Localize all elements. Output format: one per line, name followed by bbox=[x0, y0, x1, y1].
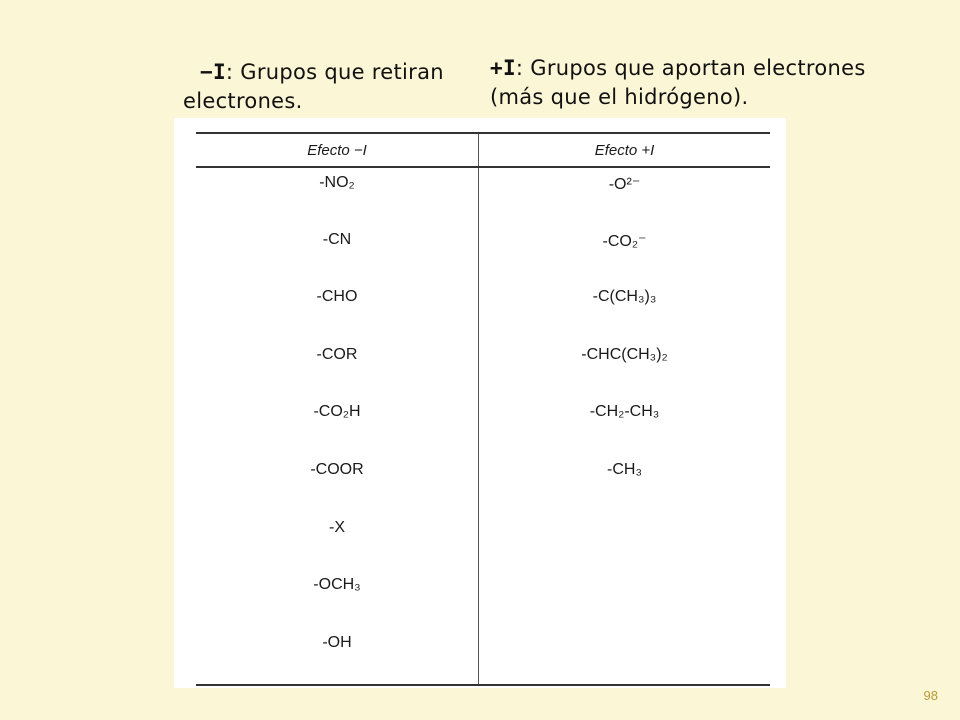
table-row bbox=[196, 225, 770, 283]
cell-plus-i: -O²⁻ bbox=[608, 176, 641, 193]
header-minus-i: Efecto −I bbox=[196, 133, 479, 167]
heading-withdrawing-groups bbox=[183, 58, 483, 116]
minus-i-symbol: −I bbox=[200, 60, 226, 84]
table-row bbox=[196, 282, 770, 340]
table-row bbox=[196, 167, 770, 225]
cell-minus-i: -CN bbox=[196, 225, 479, 283]
inductive-effects-table bbox=[196, 132, 770, 686]
cell-plus-i: -CHC(CH₃)₂ bbox=[581, 345, 668, 363]
table-header-row bbox=[196, 133, 770, 167]
cell-minus-i: -OCH₃ bbox=[196, 570, 479, 628]
table-row bbox=[196, 570, 770, 628]
effects-table-panel bbox=[174, 118, 786, 688]
cell-minus-i: -COOR bbox=[196, 455, 479, 513]
cell-plus-i bbox=[479, 570, 771, 628]
header-plus-i: Efecto +I bbox=[479, 133, 771, 167]
table-row bbox=[196, 397, 770, 455]
heading-right-line2: (más que el hidrógeno). bbox=[490, 85, 749, 109]
cell-minus-i: -NO₂ bbox=[196, 167, 479, 225]
cell-minus-i: -CO₂H bbox=[196, 397, 479, 455]
table-row bbox=[196, 455, 770, 513]
cell-plus-i: -CH₃ bbox=[607, 460, 642, 478]
cell-plus-i bbox=[479, 628, 771, 686]
table-row bbox=[196, 513, 770, 571]
cell-plus-i: -CH₂-CH₃ bbox=[589, 403, 660, 421]
heading-donating-groups bbox=[490, 54, 960, 112]
plus-i-symbol: +I bbox=[490, 56, 516, 80]
cell-plus-i: -C(CH₃)₃ bbox=[592, 288, 657, 306]
heading-left-line1: : Grupos que retiran bbox=[225, 60, 444, 84]
table-row bbox=[196, 628, 770, 686]
cell-minus-i: -CHO bbox=[196, 282, 479, 340]
cell-plus-i: -CO₂⁻ bbox=[602, 232, 647, 250]
table-row bbox=[196, 340, 770, 398]
cell-minus-i: -X bbox=[196, 513, 479, 571]
cell-plus-i bbox=[479, 513, 771, 571]
page-number: 98 bbox=[923, 688, 938, 703]
cell-minus-i: -COR bbox=[196, 340, 479, 398]
cell-minus-i: -OH bbox=[196, 628, 479, 686]
heading-right-line1: : Grupos que aportan electrones bbox=[515, 56, 866, 80]
heading-left-line2: electrones. bbox=[183, 89, 303, 113]
